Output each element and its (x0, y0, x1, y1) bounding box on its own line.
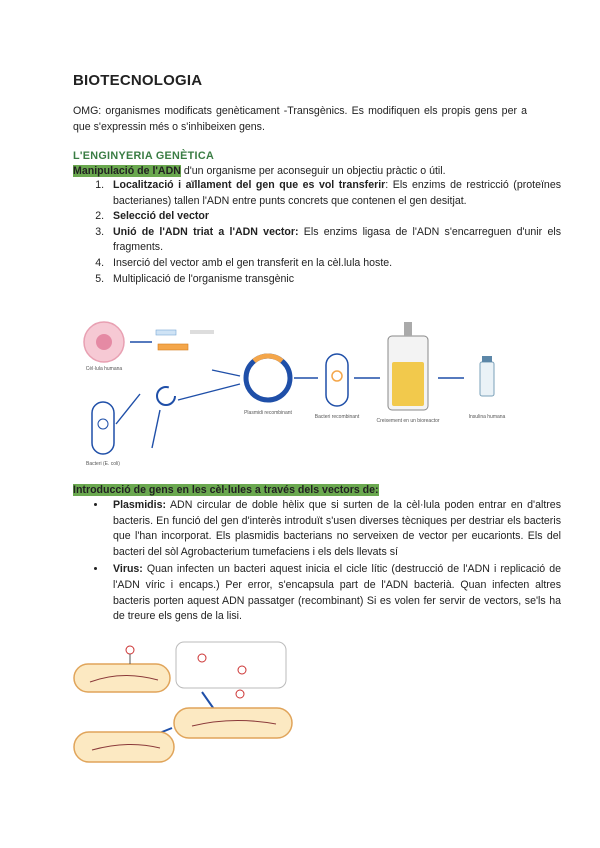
arrow-icon (152, 410, 160, 448)
vial-cap-icon (482, 356, 492, 362)
vectors-list (73, 498, 561, 627)
recombinant-bacterium-icon (326, 354, 348, 406)
virus-transduction-diagram (72, 640, 312, 772)
dna-fragment-icon (156, 330, 176, 335)
bioreactor-culture-icon (392, 362, 424, 406)
arrow-icon (116, 394, 140, 424)
arrow-icon (178, 384, 240, 400)
gene-fragment-icon (158, 344, 188, 350)
list-item: 4. Inserció del vector amb el gen transferit en la cèl.lula hoste. (107, 256, 561, 272)
label-human-cell: Cèl·lula humana (85, 366, 123, 372)
phage-icon (238, 666, 246, 674)
lysis-panel (176, 642, 286, 688)
label-bacterium: Bacteri (E. coli) (86, 461, 120, 467)
label-recombinant-plasmid: Plasmidi recombinant (244, 410, 292, 416)
list-item: 5. Multiplicació de l'organisme transgènic (107, 272, 561, 288)
insulin-vial-icon (480, 362, 494, 396)
list-item: • Plasmidis: ADN circular de doble hèlix que si surten de la cèl·lula poden entrar en d'altres bacteris. En funció del gen d'interès introduït s'usen diverses tècniques per destriar els bacteris que l'han incorporat. Els plasmidis bacterians no serveixen de vector per eucarionts. Els del bacteri del sòl Agrobacterium tumefaciens i els dels llevats sí (107, 498, 561, 560)
phage-icon (236, 690, 244, 698)
page-title: BIOTECNOLOGIA (73, 72, 203, 89)
bacterium-icon (92, 402, 114, 454)
section-heading-genetic-engineering: L'ENGINYERIA GENÈTICA (73, 150, 215, 162)
list-item: 2. Selecció del vector (107, 209, 561, 225)
manipulation-highlight: Manipulació de l'ADN (73, 165, 181, 177)
list-item: 3. Unió de l'ADN triat a l'ADN vector: Els enzims ligasa de l'ADN s'encarreguen d'unir els fragments. (107, 225, 561, 256)
list-item: 1. Localització i aïllament del gen que es vol transferir: Els enzims de restricció (proteïnes bacterianes) tallen l'ADN entre punts concrets que contenen el gen desitjat. (107, 178, 561, 209)
label-bioreactor: Creixement en un bioreactor (376, 418, 440, 424)
vectors-heading: Introducció de gens en les cèl·lules a través dels vectors de: (73, 484, 379, 496)
recombinant-plasmid-icon (246, 356, 290, 400)
open-plasmid-icon (157, 387, 175, 405)
bacterium-icon (74, 732, 174, 762)
label-recombinant-bacterium: Bacteri recombinant (314, 414, 360, 420)
manipulation-definition (73, 163, 527, 179)
manipulation-text: d'un organisme per aconseguir un objectiu pràctic o útil. (180, 165, 446, 177)
arrow-icon (212, 370, 240, 376)
bacterium-icon (74, 664, 170, 692)
recombinant-bacterium-icon (174, 708, 292, 738)
phage-icon (198, 654, 206, 662)
cell-nucleus-icon (96, 334, 112, 350)
list-item: • Virus: Quan infecten un bacteri aquest inicia el cicle lític (destrucció de l'ADN i replicació de l'ADN víric i encaps.) Per error, s'encapsula part de l'ADN bacterià. Quan infecten altres bacteris porten aquest ADN passatger (recombinant) Si es volen fer servir de vectors, se'ls ha de treure els gens de la lisi. (107, 562, 561, 624)
scissors-enzyme-icon (190, 330, 214, 334)
steps-list (73, 178, 561, 287)
genetic-engineering-diagram (82, 314, 528, 484)
phage-icon (126, 646, 134, 654)
label-insulin: Insulina humana (468, 414, 506, 420)
bioreactor-motor-icon (404, 322, 412, 336)
intro-paragraph: OMG: organismes modificats genèticament -Transgènics. Es modifiquen els propis gens per a que s'expressin més o s'inhibeixen gens. (73, 105, 527, 133)
